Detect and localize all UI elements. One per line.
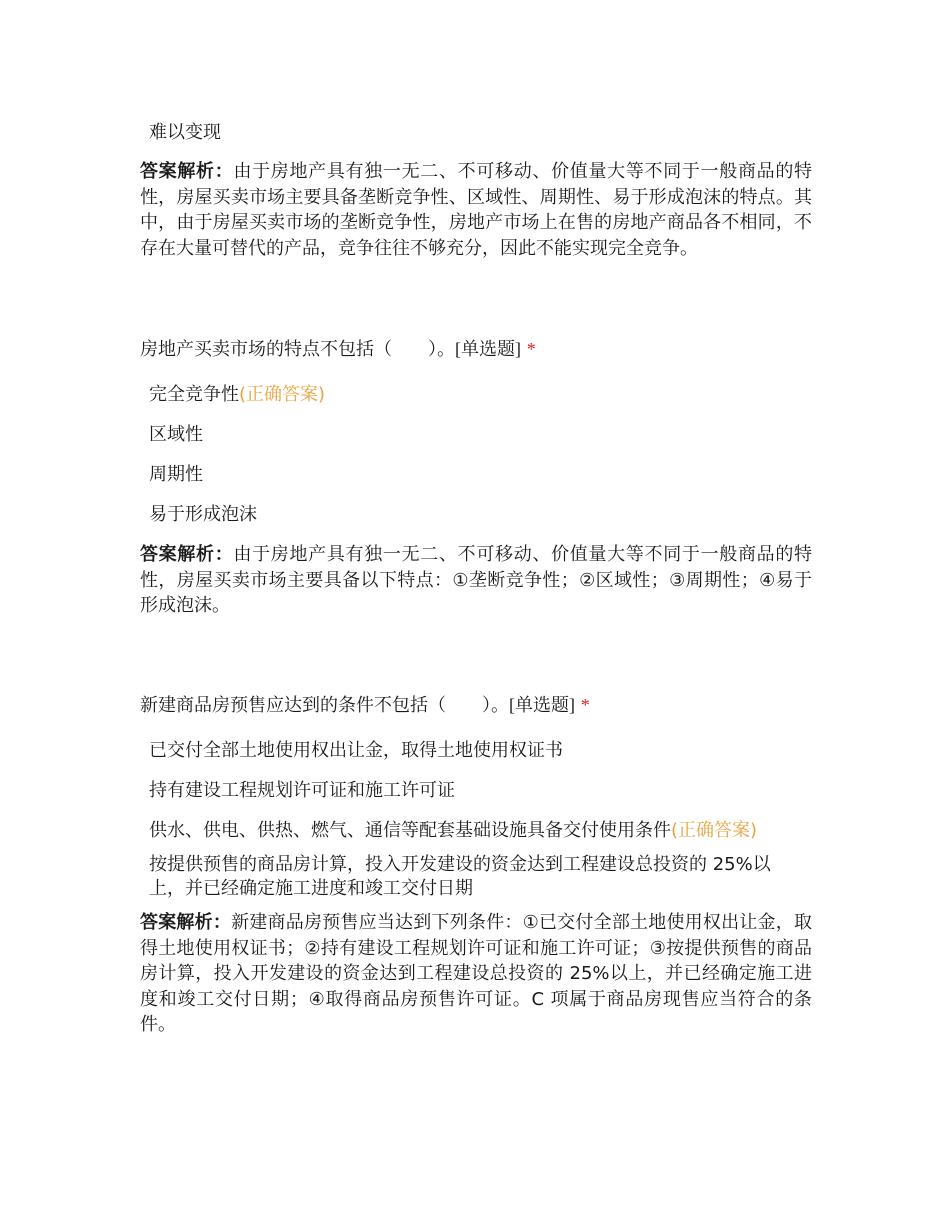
option-label: 持有建设工程规划许可证和施工许可证 xyxy=(149,780,455,801)
analysis-0 xyxy=(140,159,812,261)
question-1 xyxy=(140,337,812,362)
option-item-d[interactable] xyxy=(140,853,799,901)
option-label: 供水、供电、供热、燃气、通信等配套基础设施具备交付使用条件 xyxy=(149,820,671,841)
option-item-c[interactable] xyxy=(140,819,812,853)
analysis-label: 答案解析： xyxy=(140,912,232,933)
required-mark: * xyxy=(580,695,590,715)
option-item-c[interactable] xyxy=(140,463,812,503)
question-type: [单选题] xyxy=(509,695,575,715)
option-label: 周期性 xyxy=(149,464,203,485)
analysis-label: 答案解析： xyxy=(140,161,234,182)
question-2 xyxy=(140,693,812,718)
option-label: 难以变现 xyxy=(149,122,221,143)
option-item-a[interactable] xyxy=(140,739,812,779)
option-item-a[interactable] xyxy=(140,383,812,423)
analysis-text: 由于房地产具有独一无二、不可移动、价值量大等不同于一般商品的特性，房屋买卖市场主要具备垄断竞争性、区域性、周期性、易于形成泡沫的特点。其中，由于房屋买卖市场的垄断竞争性，房地产市场上在售的房地产商品各不相同，不存在大量可替代的产品，竞争往往不够充分，因此不能实现完全竞争。 xyxy=(140,161,813,259)
question-text: 新建商品房预售应达到的条件不包括（ ）。 xyxy=(140,695,509,716)
correct-answer-tag: (正确答案) xyxy=(671,820,758,841)
option-label: 易于形成泡沫 xyxy=(149,504,257,525)
question-0-tail xyxy=(140,121,812,145)
analysis-text: 由于房地产具有独一无二、不可移动、价值量大等不同于一般商品的特性，房屋买卖市场主要具备以下特点：①垄断竞争性；②区域性；③周期性；④易于形成泡沫。 xyxy=(140,544,813,616)
option-item[interactable] xyxy=(140,121,812,145)
option-label: 完全竞争性 xyxy=(149,384,239,405)
question-2-options xyxy=(140,739,812,901)
question-type: [单选题] xyxy=(455,339,521,359)
question-1-options xyxy=(140,383,812,543)
required-mark: * xyxy=(526,339,536,359)
option-item-b[interactable] xyxy=(140,779,812,819)
option-item-d[interactable] xyxy=(140,503,812,543)
option-label: 按提供预售的商品房计算，投入开发建设的资金达到工程建设总投资的 25%以上，并已经确定施工进度和竣工交付日期 xyxy=(149,854,771,899)
question-text: 房地产买卖市场的特点不包括（ ）。 xyxy=(140,339,455,360)
option-label: 区域性 xyxy=(149,424,203,445)
correct-answer-tag: (正确答案) xyxy=(239,384,326,405)
analysis-2 xyxy=(140,910,812,1038)
option-label: 已交付全部土地使用权出让金，取得土地使用权证书 xyxy=(149,740,563,761)
analysis-1 xyxy=(140,542,812,619)
analysis-label: 答案解析： xyxy=(140,544,234,565)
option-item-b[interactable] xyxy=(140,423,812,463)
analysis-text: 新建商品房预售应当达到下列条件：①已交付全部土地使用权出让金，取得土地使用权证书；②持有建设工程规划许可证和施工许可证；③按提供预售的商品房计算，投入开发建设的资金达到工程建设总投资的 25%以上，并已经确定施工进度和竣工交付日期；④取得商品房预售许可证。C 项属于商品房现售应当符合的条件。 xyxy=(140,912,812,1035)
